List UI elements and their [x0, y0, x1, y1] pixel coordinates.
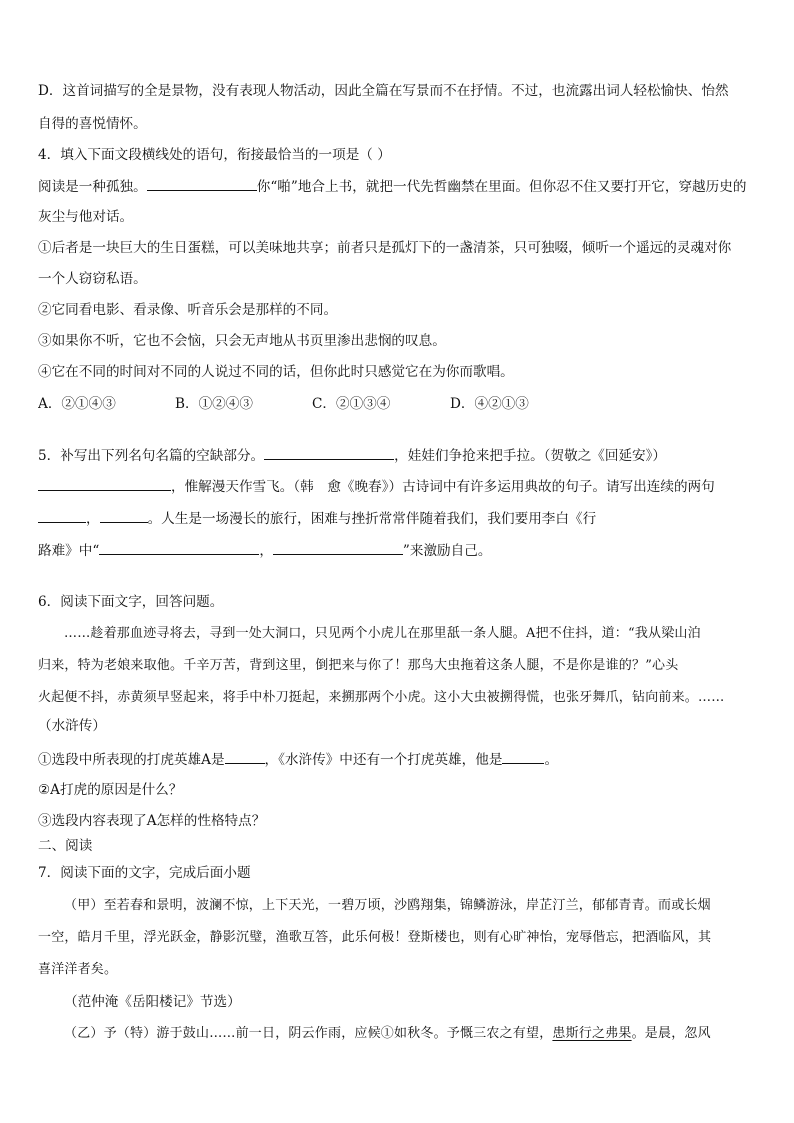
q5-blank-1: [264, 445, 394, 460]
q4-choices: [38, 394, 758, 414]
q5-blank-3: [38, 508, 86, 523]
q4-choice-a: A．②①④③: [38, 396, 116, 412]
q4-blank: [147, 176, 257, 191]
q5-text-1: ，娃娃们争抢来把手拉。（贺敬之《回延安》）: [394, 448, 667, 464]
q7-yi-c: 。是晨，忽风: [631, 1026, 711, 1041]
q5-text-4: 路难》中“: [38, 543, 100, 559]
q5-comma-2: ，: [259, 543, 273, 559]
q6-subq-3: ③选段内容表现了A怎样的性格特点？: [38, 813, 266, 829]
q6-subq-1: [38, 749, 758, 770]
q3-option-d-line1: D．这首词描写的全是景物，没有表现人物活动，因此全篇在写景而不在抒情。不过，也流露出词人轻松愉快、怡然: [38, 83, 729, 99]
section-2-heading: 二、阅读: [38, 838, 93, 854]
q5-blank-2: [38, 476, 171, 491]
q6-passage-line2: 归来，特为老娘来取他。千辛万苦，背到这里，倒把来与你了！那鸟大虫拖着这条人腿，不是你是谁的？”心头: [38, 658, 679, 673]
q5-stem: 5．补写出下列名句名篇的空缺部分。: [38, 448, 265, 464]
q6-passage-line1: ……趁着那血迹寻将去，寻到一处大洞口，只见两个小虎儿在那里舐一条人腿。A把不住抖，道：“我从梁山泊: [64, 626, 701, 641]
q5-line4: [38, 540, 758, 561]
q5-blank-5: [99, 540, 259, 555]
q6-source: （水浒传）: [38, 718, 106, 734]
q7-source: （范仲淹《岳阳楼记》节选）: [64, 994, 241, 1010]
q6-subq-1-b: ，《水浒传》中还有一个打虎英雄，他是: [264, 752, 503, 768]
q6-subq-1-a: ①选段中所表现的打虎英雄A是: [38, 752, 225, 768]
q5-line3: [38, 508, 758, 529]
q4-option-2: ②它同看电影、看录像、听音乐会是那样的不同。: [38, 302, 338, 318]
q4-passage-line1: [38, 176, 758, 197]
q5-line2: [38, 476, 758, 497]
q6-blank-1: [225, 749, 265, 764]
q6-blank-2: [502, 749, 544, 764]
q5-comma-1: ，: [86, 511, 100, 527]
q6-subq-2: ②A打虎的原因是什么？: [38, 782, 183, 798]
q7-stem: 7．阅读下面的文字，完成后面小题: [38, 865, 251, 881]
q5-line1: [38, 445, 758, 466]
q4-choice-c: C．②①③④: [312, 396, 391, 412]
q4-option-1-line2: 一个人窃窃私语。: [38, 271, 147, 287]
q7-yi-underlined: 患斯行之弗果: [552, 1026, 632, 1041]
q5-blank-4: [100, 508, 148, 523]
q4-option-1-line1: ①后者是一块巨大的生日蛋糕，可以美味地共享；前者只是孤灯下的一盏清茶，只可独啜，倾听一个遥远的灵魂对你: [38, 240, 732, 256]
q4-passage-a: 阅读是一种孤独。: [38, 179, 147, 195]
q4-choice-d: D．④②①③: [450, 396, 529, 412]
q7-yi-line1: [64, 1024, 758, 1044]
q4-passage-line2: 灰尘与他对话。: [38, 209, 134, 225]
q4-passage-b: 你“啪”地合上书，就把一代先哲幽禁在里面。但你忍不住又要打开它，穿越历史的: [256, 179, 747, 195]
q5-text-5: ”来激励自己。: [402, 543, 492, 559]
q7-jia-line1: （甲）至若春和景明，波澜不惊，上下天光，一碧万顷，沙鸥翔集，锦鳞游泳，岸芷汀兰，郁郁青青。而或长烟: [64, 898, 711, 913]
q4-option-3: ③如果你不听，它也不会恼，只会无声地从书页里渗出悲悯的叹息。: [38, 333, 446, 349]
q3-option-d-line2: 自得的喜悦情怀。: [38, 116, 147, 132]
q6-stem: 6．阅读下面文字，回答问题。: [38, 594, 224, 610]
q4-option-4: ④它在不同的时间对不同的人说过不同的话，但你此时只感觉它在为你而歌唱。: [38, 364, 514, 380]
q4-stem: 4．填入下面文段横线处的语句，衔接最恰当的一项是（ ）: [38, 147, 391, 163]
q7-yi-a: （乙）予（特）游于鼓山……前一日，阴云作雨，应候①如秋冬。予慨三农之有望，: [64, 1026, 553, 1041]
q5-text-2: ，惟解漫天作雪飞。（韩 愈《晚春》）古诗词中有许多运用典故的句子。请写出连续的两句: [171, 479, 715, 495]
q5-text-3: 。人生是一场漫长的旅行，困难与挫折常常伴随着我们，我们要用李白《行: [147, 511, 597, 527]
q4-choice-b: B．①②④③: [175, 396, 253, 412]
q7-jia-line3: 喜洋洋者矣。: [38, 962, 118, 977]
q7-jia-line2: 一空，皓月千里，浮光跃金，静影沉璧，渔歌互答，此乐何极！登斯楼也，则有心旷神怡，宠辱偕忘，把酒临风，其: [38, 930, 712, 945]
q6-passage-line3: 火起便不抖，赤黄须早竖起来，将手中朴刀挺起，来搠那两个小虎。这小大虫被搠得慌，也张牙舞爪，钻向前来。……: [38, 690, 725, 705]
q5-blank-6: [273, 540, 403, 555]
q6-subq-1-c: 。: [544, 752, 559, 768]
